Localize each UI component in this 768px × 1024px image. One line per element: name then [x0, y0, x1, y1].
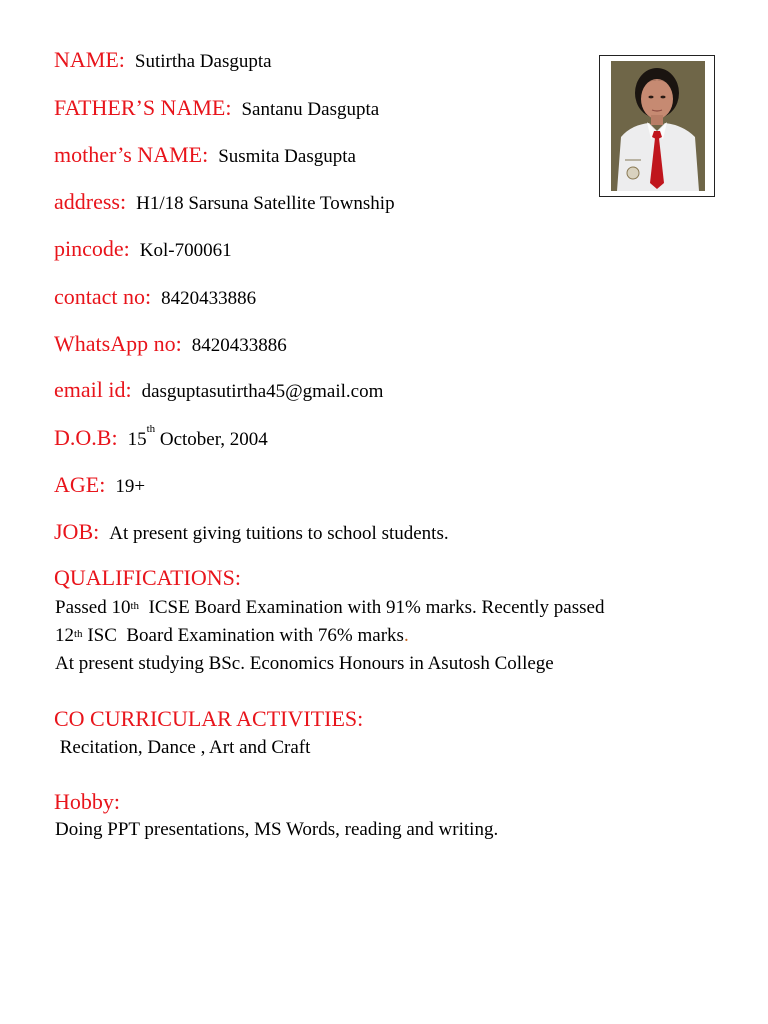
pincode-label: pincode: [54, 236, 130, 261]
portrait-illustration [611, 61, 705, 191]
cocurricular-heading: CO CURRICULAR ACTIVITIES: [54, 706, 364, 731]
address-value: H1/18 Sarsuna Satellite Township [136, 193, 395, 214]
mother-name-field [54, 142, 356, 168]
qualifications-line-1 [55, 594, 604, 622]
ql1-b: ICSE Board Examination with 91% marks. Recently passed [139, 597, 605, 618]
whatsapp-label: WhatsApp no: [54, 331, 182, 356]
contact-value: 8420433886 [161, 288, 257, 309]
age-label: AGE: [54, 472, 106, 497]
profile-photo [611, 61, 705, 191]
pincode-field [54, 236, 232, 262]
ql2-sup: th [74, 628, 83, 640]
name-field [54, 47, 272, 73]
whatsapp-field [54, 331, 287, 357]
father-name-value: Santanu Dasgupta [241, 99, 380, 120]
email-field [54, 377, 383, 403]
dob-value [127, 423, 268, 450]
age-value: 19+ [115, 476, 146, 497]
job-label: JOB: [54, 519, 100, 544]
dob-label: D.O.B: [54, 425, 118, 450]
age-field [54, 472, 145, 498]
address-label: address: [54, 189, 127, 214]
ql2-dot: . [403, 625, 409, 646]
ql1-a: Passed 10 [55, 597, 131, 618]
qualifications-line-2 [55, 622, 604, 650]
job-field [54, 519, 449, 545]
contact-label: contact no: [54, 284, 152, 309]
dob-day: 15 [127, 429, 147, 450]
dob-ordinal: th [146, 423, 156, 435]
whatsapp-value: 8420433886 [191, 335, 287, 356]
ql2-a: 12 [55, 625, 74, 646]
qualifications-heading: QUALIFICATIONS: [54, 565, 241, 590]
qualifications-line-3: At present studying BSc. Economics Honours in Asutosh College [55, 653, 554, 674]
photo-frame [599, 55, 715, 197]
ql2-b: ISC Board Examination with 76% marks [82, 625, 404, 646]
father-name-label: FATHER’S NAME: [54, 95, 232, 120]
hobby-text: Doing PPT presentations, MS Words, reading and writing. [55, 819, 499, 840]
email-value: dasguptasutirtha45@gmail.com [141, 381, 384, 402]
name-label: NAME: [54, 47, 125, 72]
dob-rest: October, 2004 [155, 429, 268, 450]
job-value: At present giving tuitions to school students. [109, 523, 449, 544]
dob-field [54, 425, 268, 451]
mother-name-value: Susmita Dasgupta [218, 146, 356, 167]
email-label: email id: [54, 377, 132, 402]
mother-name-label: mother’s NAME: [54, 142, 209, 167]
father-name-field [54, 95, 379, 121]
hobby-heading: Hobby: [54, 789, 120, 814]
pincode-value: Kol-700061 [139, 240, 232, 261]
name-value: Sutirtha Dasgupta [134, 51, 272, 72]
cocurricular-text: Recitation, Dance , Art and Craft [55, 737, 311, 758]
ql1-sup: th [130, 600, 140, 612]
qualifications-body [55, 594, 604, 678]
contact-field [54, 284, 256, 310]
address-field [54, 189, 395, 215]
